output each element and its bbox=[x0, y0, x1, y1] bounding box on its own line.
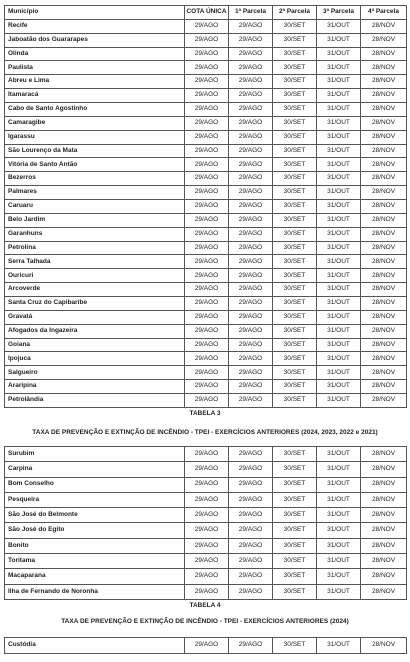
due-date-cell: 28/NOV bbox=[361, 144, 407, 158]
due-date-cell: 29/AGO bbox=[185, 297, 229, 311]
due-date-cell: 29/AGO bbox=[229, 227, 273, 241]
table-row bbox=[5, 47, 407, 61]
due-date-cell: 31/OUT bbox=[317, 638, 361, 654]
municipio-cell: Recife bbox=[5, 19, 185, 33]
header-municipio: Município bbox=[5, 6, 185, 20]
municipio-cell: Gravatá bbox=[5, 310, 185, 324]
due-date-cell: 28/NOV bbox=[361, 338, 407, 352]
due-date-cell: 29/AGO bbox=[229, 394, 273, 408]
municipio-cell: São José do Egito bbox=[5, 523, 185, 538]
due-date-cell: 29/AGO bbox=[229, 33, 273, 47]
municipio-cell: Bezerros bbox=[5, 172, 185, 186]
due-date-cell: 31/OUT bbox=[317, 33, 361, 47]
due-date-cell: 29/AGO bbox=[229, 116, 273, 130]
due-date-cell: 29/AGO bbox=[229, 241, 273, 255]
due-date-cell: 29/AGO bbox=[229, 283, 273, 297]
municipio-cell: Itamaracá bbox=[5, 89, 185, 103]
municipio-cell: Ipojuca bbox=[5, 352, 185, 366]
table-row bbox=[5, 213, 407, 227]
due-date-cell: 31/OUT bbox=[317, 103, 361, 117]
table-row bbox=[5, 297, 407, 311]
due-date-cell: 31/OUT bbox=[317, 116, 361, 130]
due-date-cell: 30/SET bbox=[273, 19, 317, 33]
due-date-cell: 28/NOV bbox=[361, 47, 407, 61]
due-date-cell: 29/AGO bbox=[229, 477, 273, 492]
due-date-cell: 29/AGO bbox=[229, 75, 273, 89]
due-date-cell: 30/SET bbox=[273, 338, 317, 352]
table-row bbox=[5, 523, 407, 538]
table-row bbox=[5, 569, 407, 584]
table-row bbox=[5, 186, 407, 200]
due-date-cell: 28/NOV bbox=[361, 447, 407, 462]
due-date-cell: 30/SET bbox=[273, 283, 317, 297]
due-date-cell: 28/NOV bbox=[361, 33, 407, 47]
due-date-cell: 28/NOV bbox=[361, 508, 407, 523]
due-date-cell: 29/AGO bbox=[185, 324, 229, 338]
due-date-cell: 28/NOV bbox=[361, 324, 407, 338]
municipio-cell: Paulista bbox=[5, 61, 185, 75]
due-date-cell: 30/SET bbox=[273, 255, 317, 269]
due-date-cell: 29/AGO bbox=[229, 569, 273, 584]
due-date-cell: 31/OUT bbox=[317, 269, 361, 283]
due-date-cell: 29/AGO bbox=[185, 447, 229, 462]
table-4-due-dates bbox=[4, 637, 407, 654]
table-row bbox=[5, 554, 407, 569]
due-date-cell: 31/OUT bbox=[317, 366, 361, 380]
due-date-cell: 29/AGO bbox=[229, 462, 273, 477]
municipio-cell: Araripina bbox=[5, 380, 185, 394]
header-parcela-3: 3ª Parcela bbox=[317, 6, 361, 20]
table-row bbox=[5, 172, 407, 186]
due-date-cell: 30/SET bbox=[273, 186, 317, 200]
municipio-cell: Vitória de Santo Antão bbox=[5, 158, 185, 172]
due-date-cell: 28/NOV bbox=[361, 310, 407, 324]
due-date-cell: 29/AGO bbox=[229, 213, 273, 227]
municipio-cell: Garanhuns bbox=[5, 227, 185, 241]
due-date-cell: 31/OUT bbox=[317, 380, 361, 394]
municipio-cell: Igarassu bbox=[5, 130, 185, 144]
due-date-cell: 31/OUT bbox=[317, 227, 361, 241]
municipio-cell: Abreu e Lima bbox=[5, 75, 185, 89]
due-date-cell: 28/NOV bbox=[361, 352, 407, 366]
table-row bbox=[5, 394, 407, 408]
table-row bbox=[5, 269, 407, 283]
due-date-cell: 28/NOV bbox=[361, 186, 407, 200]
header-parcela-2: 2ª Parcela bbox=[273, 6, 317, 20]
municipio-cell: Belo Jardim bbox=[5, 213, 185, 227]
due-date-cell: 29/AGO bbox=[185, 227, 229, 241]
due-date-cell: 28/NOV bbox=[361, 569, 407, 584]
municipio-cell: Serra Talhada bbox=[5, 255, 185, 269]
table-row bbox=[5, 144, 407, 158]
municipio-cell: Bonito bbox=[5, 538, 185, 553]
due-date-cell: 28/NOV bbox=[361, 200, 407, 214]
due-date-cell: 28/NOV bbox=[361, 584, 407, 599]
due-date-cell: 31/OUT bbox=[317, 61, 361, 75]
due-date-cell: 29/AGO bbox=[229, 61, 273, 75]
due-date-cell: 30/SET bbox=[273, 554, 317, 569]
municipio-cell: Jaboatão dos Guararapes bbox=[5, 33, 185, 47]
municipio-cell: Ouricuri bbox=[5, 269, 185, 283]
table-row bbox=[5, 158, 407, 172]
due-date-cell: 30/SET bbox=[273, 33, 317, 47]
due-date-cell: 30/SET bbox=[273, 297, 317, 311]
due-date-cell: 30/SET bbox=[273, 227, 317, 241]
due-date-cell: 30/SET bbox=[273, 584, 317, 599]
municipio-cell: Caruaru bbox=[5, 200, 185, 214]
table-row bbox=[5, 508, 407, 523]
table-header-row bbox=[5, 6, 407, 20]
municipio-cell: São Lourenço da Mata bbox=[5, 144, 185, 158]
table-row bbox=[5, 462, 407, 477]
due-date-cell: 28/NOV bbox=[361, 523, 407, 538]
table-3-due-dates bbox=[4, 446, 407, 600]
table-row bbox=[5, 638, 407, 654]
due-date-cell: 29/AGO bbox=[185, 158, 229, 172]
due-date-cell: 31/OUT bbox=[317, 569, 361, 584]
due-date-cell: 30/SET bbox=[273, 103, 317, 117]
table-2-due-dates bbox=[4, 5, 407, 408]
table-3-caption: TABELA 3 bbox=[189, 410, 221, 417]
due-date-cell: 31/OUT bbox=[317, 310, 361, 324]
municipio-cell: Petrolina bbox=[5, 241, 185, 255]
header-parcela-4: 4ª Parcela bbox=[361, 6, 407, 20]
due-date-cell: 30/SET bbox=[273, 172, 317, 186]
table-row bbox=[5, 538, 407, 553]
due-date-cell: 31/OUT bbox=[317, 89, 361, 103]
due-date-cell: 30/SET bbox=[273, 75, 317, 89]
due-date-cell: 29/AGO bbox=[229, 324, 273, 338]
due-date-cell: 31/OUT bbox=[317, 523, 361, 538]
due-date-cell: 30/SET bbox=[273, 366, 317, 380]
table-row bbox=[5, 116, 407, 130]
due-date-cell: 29/AGO bbox=[185, 584, 229, 599]
due-date-cell: 30/SET bbox=[273, 394, 317, 408]
due-date-cell: 31/OUT bbox=[317, 462, 361, 477]
due-date-cell: 29/AGO bbox=[185, 200, 229, 214]
due-date-cell: 29/AGO bbox=[229, 508, 273, 523]
due-date-cell: 31/OUT bbox=[317, 297, 361, 311]
due-date-cell: 31/OUT bbox=[317, 144, 361, 158]
due-date-cell: 29/AGO bbox=[229, 89, 273, 103]
municipio-cell: Olinda bbox=[5, 47, 185, 61]
due-date-cell: 31/OUT bbox=[317, 538, 361, 553]
due-date-cell: 31/OUT bbox=[317, 213, 361, 227]
due-date-cell: 29/AGO bbox=[229, 366, 273, 380]
table-row bbox=[5, 477, 407, 492]
due-date-cell: 28/NOV bbox=[361, 638, 407, 654]
due-date-cell: 31/OUT bbox=[317, 352, 361, 366]
due-date-cell: 31/OUT bbox=[317, 338, 361, 352]
due-date-cell: 29/AGO bbox=[229, 538, 273, 553]
due-date-cell: 31/OUT bbox=[317, 255, 361, 269]
due-date-cell: 30/SET bbox=[273, 213, 317, 227]
table-row bbox=[5, 19, 407, 33]
due-date-cell: 29/AGO bbox=[185, 172, 229, 186]
due-date-cell: 29/AGO bbox=[229, 200, 273, 214]
due-date-cell: 29/AGO bbox=[185, 130, 229, 144]
due-date-cell: 28/NOV bbox=[361, 269, 407, 283]
municipio-cell: Santa Cruz do Capibaribe bbox=[5, 297, 185, 311]
table-row bbox=[5, 227, 407, 241]
due-date-cell: 30/SET bbox=[273, 61, 317, 75]
due-date-cell: 28/NOV bbox=[361, 380, 407, 394]
due-date-cell: 29/AGO bbox=[229, 269, 273, 283]
table-row bbox=[5, 352, 407, 366]
due-date-cell: 30/SET bbox=[273, 130, 317, 144]
due-date-cell: 31/OUT bbox=[317, 19, 361, 33]
due-date-cell: 28/NOV bbox=[361, 554, 407, 569]
due-date-cell: 29/AGO bbox=[185, 116, 229, 130]
municipio-cell: Custódia bbox=[5, 638, 185, 654]
due-date-cell: 29/AGO bbox=[185, 213, 229, 227]
due-date-cell: 31/OUT bbox=[317, 584, 361, 599]
table-row bbox=[5, 324, 407, 338]
table-row bbox=[5, 103, 407, 117]
municipio-cell: Cabo de Santo Agostinho bbox=[5, 103, 185, 117]
due-date-cell: 28/NOV bbox=[361, 297, 407, 311]
due-date-cell: 29/AGO bbox=[185, 103, 229, 117]
table-row bbox=[5, 310, 407, 324]
due-date-cell: 29/AGO bbox=[185, 523, 229, 538]
due-date-cell: 31/OUT bbox=[317, 200, 361, 214]
due-date-cell: 28/NOV bbox=[361, 241, 407, 255]
municipio-cell: Surubim bbox=[5, 447, 185, 462]
due-date-cell: 29/AGO bbox=[185, 554, 229, 569]
due-date-cell: 29/AGO bbox=[185, 186, 229, 200]
due-date-cell: 29/AGO bbox=[229, 144, 273, 158]
due-date-cell: 28/NOV bbox=[361, 255, 407, 269]
due-date-cell: 31/OUT bbox=[317, 447, 361, 462]
due-date-cell: 29/AGO bbox=[229, 492, 273, 507]
due-date-cell: 31/OUT bbox=[317, 172, 361, 186]
due-date-cell: 31/OUT bbox=[317, 130, 361, 144]
municipio-cell: Goiana bbox=[5, 338, 185, 352]
table-row bbox=[5, 255, 407, 269]
due-date-cell: 30/SET bbox=[273, 116, 317, 130]
table-row bbox=[5, 75, 407, 89]
due-date-cell: 31/OUT bbox=[317, 47, 361, 61]
due-date-cell: 29/AGO bbox=[229, 338, 273, 352]
due-date-cell: 28/NOV bbox=[361, 89, 407, 103]
due-date-cell: 29/AGO bbox=[229, 380, 273, 394]
table-row bbox=[5, 89, 407, 103]
due-date-cell: 30/SET bbox=[273, 144, 317, 158]
due-date-cell: 29/AGO bbox=[185, 638, 229, 654]
table-row bbox=[5, 130, 407, 144]
table-row bbox=[5, 200, 407, 214]
due-date-cell: 29/AGO bbox=[185, 144, 229, 158]
due-date-cell: 28/NOV bbox=[361, 538, 407, 553]
due-date-cell: 31/OUT bbox=[317, 283, 361, 297]
table-4-title: TAXA DE PREVENÇÃO E EXTINÇÃO DE INCÊNDIO - TPEI - EXERCÍCIOS ANTERIORES (2024) bbox=[61, 618, 349, 625]
table-3-title: TAXA DE PREVENÇÃO E EXTINÇÃO DE INCÊNDIO - TPEI - EXERCÍCIOS ANTERIORES (2024, 2023, 2022 e 2021) bbox=[32, 429, 378, 436]
due-date-cell: 29/AGO bbox=[185, 366, 229, 380]
due-date-cell: 29/AGO bbox=[229, 255, 273, 269]
due-date-cell: 31/OUT bbox=[317, 158, 361, 172]
due-date-cell: 29/AGO bbox=[185, 269, 229, 283]
table-row bbox=[5, 492, 407, 507]
due-date-cell: 29/AGO bbox=[185, 33, 229, 47]
municipio-cell: São José do Belmonte bbox=[5, 508, 185, 523]
municipio-cell: Bom Conselho bbox=[5, 477, 185, 492]
municipio-cell: Salgueiro bbox=[5, 366, 185, 380]
table-row bbox=[5, 241, 407, 255]
due-date-cell: 29/AGO bbox=[229, 310, 273, 324]
due-date-cell: 29/AGO bbox=[185, 352, 229, 366]
header-parcela-1: 1ª Parcela bbox=[229, 6, 273, 20]
due-date-cell: 29/AGO bbox=[185, 492, 229, 507]
due-date-cell: 30/SET bbox=[273, 477, 317, 492]
municipio-cell: Pesqueira bbox=[5, 492, 185, 507]
due-date-cell: 29/AGO bbox=[185, 47, 229, 61]
due-date-cell: 30/SET bbox=[273, 508, 317, 523]
due-date-cell: 31/OUT bbox=[317, 75, 361, 89]
table-row bbox=[5, 61, 407, 75]
due-date-cell: 30/SET bbox=[273, 89, 317, 103]
due-date-cell: 28/NOV bbox=[361, 75, 407, 89]
due-date-cell: 29/AGO bbox=[229, 638, 273, 654]
due-date-cell: 28/NOV bbox=[361, 477, 407, 492]
due-date-cell: 30/SET bbox=[273, 447, 317, 462]
table-4-caption: TABELA 4 bbox=[189, 602, 221, 609]
due-date-cell: 30/SET bbox=[273, 569, 317, 584]
due-date-cell: 30/SET bbox=[273, 523, 317, 538]
table-row bbox=[5, 283, 407, 297]
due-date-cell: 29/AGO bbox=[229, 19, 273, 33]
due-date-cell: 28/NOV bbox=[361, 19, 407, 33]
due-date-cell: 29/AGO bbox=[229, 584, 273, 599]
due-date-cell: 29/AGO bbox=[229, 523, 273, 538]
due-date-cell: 29/AGO bbox=[229, 103, 273, 117]
due-date-cell: 28/NOV bbox=[361, 61, 407, 75]
municipio-cell: Carpina bbox=[5, 462, 185, 477]
due-date-cell: 29/AGO bbox=[229, 172, 273, 186]
due-date-cell: 30/SET bbox=[273, 47, 317, 61]
due-date-cell: 29/AGO bbox=[185, 338, 229, 352]
due-date-cell: 30/SET bbox=[273, 352, 317, 366]
due-date-cell: 29/AGO bbox=[229, 47, 273, 61]
due-date-cell: 30/SET bbox=[273, 269, 317, 283]
due-date-cell: 29/AGO bbox=[229, 130, 273, 144]
municipio-cell: Arcoverde bbox=[5, 283, 185, 297]
due-date-cell: 31/OUT bbox=[317, 186, 361, 200]
due-date-cell: 29/AGO bbox=[185, 19, 229, 33]
due-date-cell: 31/OUT bbox=[317, 394, 361, 408]
due-date-cell: 31/OUT bbox=[317, 554, 361, 569]
due-date-cell: 29/AGO bbox=[185, 380, 229, 394]
table-row bbox=[5, 380, 407, 394]
due-date-cell: 30/SET bbox=[273, 200, 317, 214]
due-date-cell: 28/NOV bbox=[361, 283, 407, 297]
due-date-cell: 30/SET bbox=[273, 158, 317, 172]
due-date-cell: 29/AGO bbox=[229, 158, 273, 172]
due-date-cell: 28/NOV bbox=[361, 116, 407, 130]
table-row bbox=[5, 33, 407, 47]
due-date-cell: 30/SET bbox=[273, 310, 317, 324]
due-date-cell: 29/AGO bbox=[185, 538, 229, 553]
table-row bbox=[5, 338, 407, 352]
due-date-cell: 29/AGO bbox=[185, 477, 229, 492]
due-date-cell: 29/AGO bbox=[185, 89, 229, 103]
due-date-cell: 31/OUT bbox=[317, 492, 361, 507]
due-date-cell: 30/SET bbox=[273, 638, 317, 654]
due-date-cell: 30/SET bbox=[273, 538, 317, 553]
due-date-cell: 31/OUT bbox=[317, 324, 361, 338]
due-date-cell: 29/AGO bbox=[185, 462, 229, 477]
due-date-cell: 28/NOV bbox=[361, 366, 407, 380]
due-date-cell: 29/AGO bbox=[185, 255, 229, 269]
due-date-cell: 29/AGO bbox=[185, 394, 229, 408]
municipio-cell: Camaragibe bbox=[5, 116, 185, 130]
due-date-cell: 28/NOV bbox=[361, 130, 407, 144]
municipio-cell: Afogados da Ingazeira bbox=[5, 324, 185, 338]
due-date-cell: 29/AGO bbox=[185, 241, 229, 255]
header-cota-unica: COTA ÚNICA bbox=[185, 6, 229, 20]
due-date-cell: 30/SET bbox=[273, 492, 317, 507]
due-date-cell: 29/AGO bbox=[185, 508, 229, 523]
due-date-cell: 29/AGO bbox=[185, 283, 229, 297]
due-date-cell: 30/SET bbox=[273, 462, 317, 477]
municipio-cell: Petrolândia bbox=[5, 394, 185, 408]
due-date-cell: 28/NOV bbox=[361, 492, 407, 507]
due-date-cell: 29/AGO bbox=[229, 352, 273, 366]
due-date-cell: 29/AGO bbox=[229, 297, 273, 311]
due-date-cell: 31/OUT bbox=[317, 241, 361, 255]
table-row bbox=[5, 366, 407, 380]
due-date-cell: 28/NOV bbox=[361, 213, 407, 227]
due-date-cell: 31/OUT bbox=[317, 508, 361, 523]
due-date-cell: 29/AGO bbox=[229, 186, 273, 200]
municipio-cell: Ilha de Fernando de Noronha bbox=[5, 584, 185, 599]
due-date-cell: 29/AGO bbox=[185, 569, 229, 584]
due-date-cell: 28/NOV bbox=[361, 227, 407, 241]
due-date-cell: 28/NOV bbox=[361, 172, 407, 186]
due-date-cell: 28/NOV bbox=[361, 158, 407, 172]
due-date-cell: 28/NOV bbox=[361, 394, 407, 408]
due-date-cell: 30/SET bbox=[273, 324, 317, 338]
municipio-cell: Toritama bbox=[5, 554, 185, 569]
due-date-cell: 29/AGO bbox=[185, 61, 229, 75]
municipio-cell: Palmares bbox=[5, 186, 185, 200]
due-date-cell: 29/AGO bbox=[185, 75, 229, 89]
due-date-cell: 28/NOV bbox=[361, 103, 407, 117]
due-date-cell: 31/OUT bbox=[317, 477, 361, 492]
table-row bbox=[5, 447, 407, 462]
due-date-cell: 28/NOV bbox=[361, 462, 407, 477]
due-date-cell: 30/SET bbox=[273, 380, 317, 394]
due-date-cell: 29/AGO bbox=[229, 554, 273, 569]
due-date-cell: 29/AGO bbox=[229, 447, 273, 462]
municipio-cell: Macaparana bbox=[5, 569, 185, 584]
table-row bbox=[5, 584, 407, 599]
due-date-cell: 29/AGO bbox=[185, 310, 229, 324]
due-date-cell: 30/SET bbox=[273, 241, 317, 255]
